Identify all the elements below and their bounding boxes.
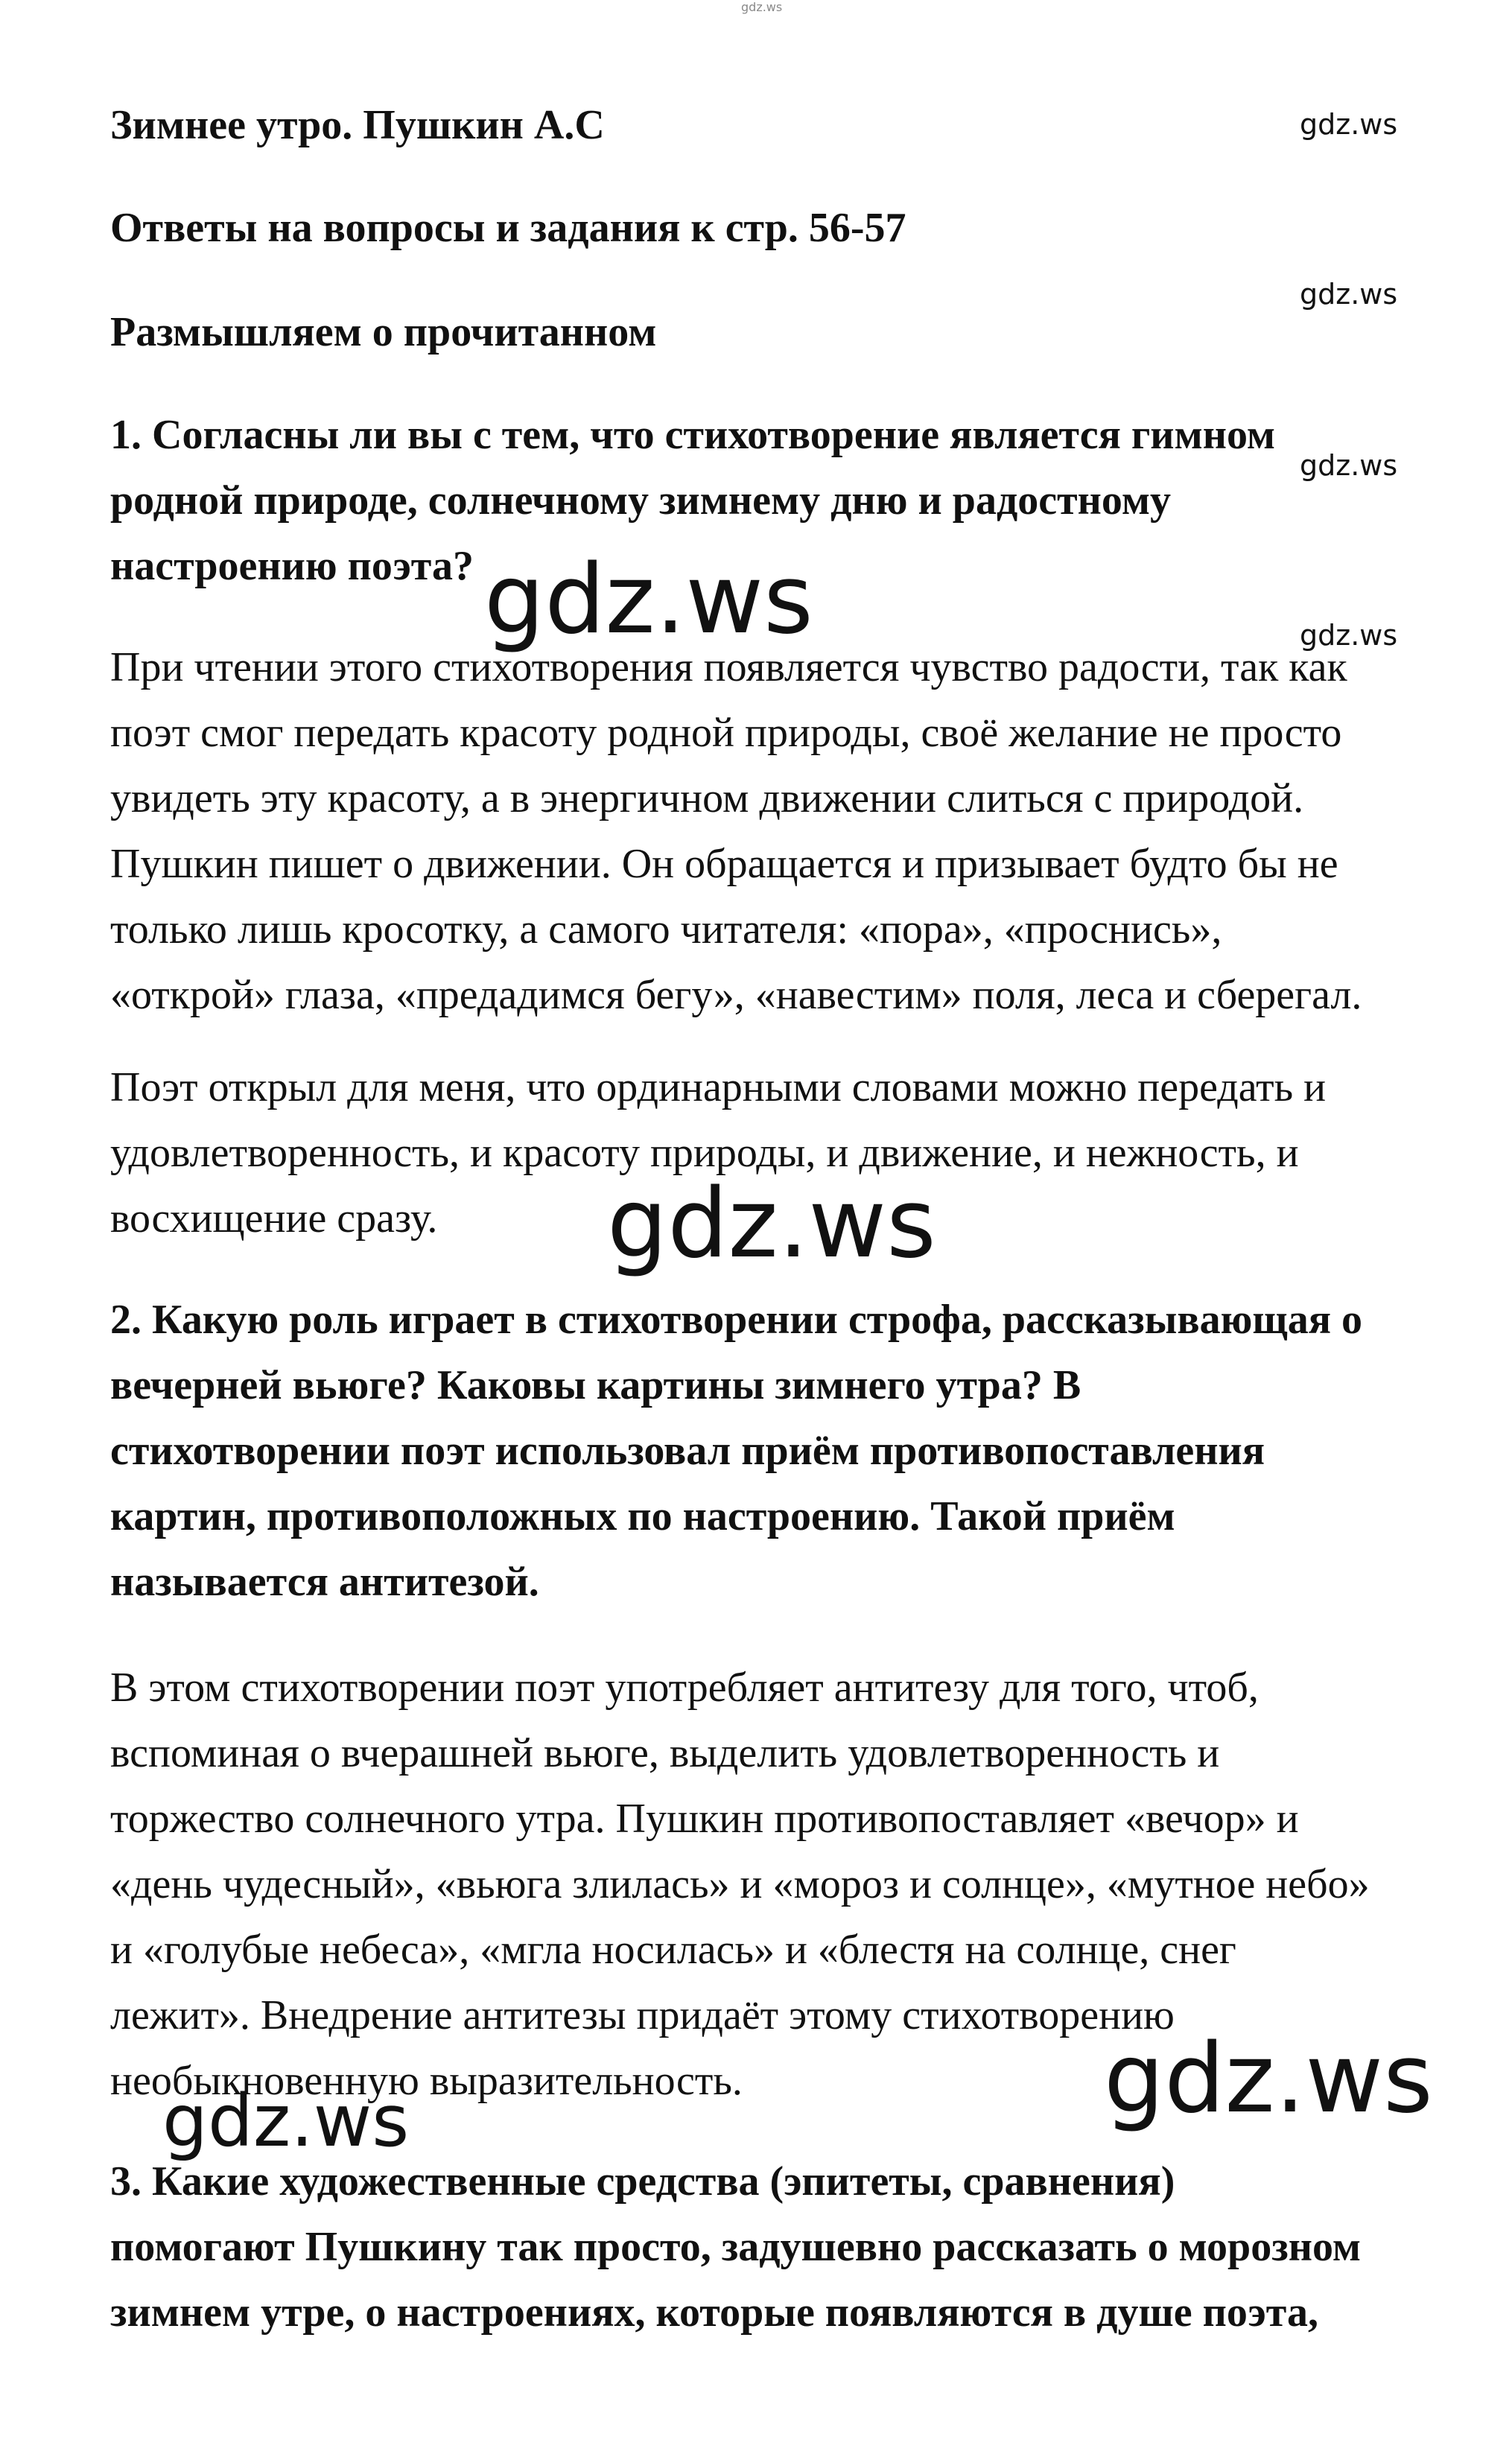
answer-2-line: и «голубые небеса», «мгла носилась» и «блестя на солнце, снег: [110, 1927, 1236, 1973]
question-1-line: родной природе, солнечному зимнему дню и радостному: [110, 477, 1171, 524]
answer-1-line: удовлетворенность, и красоту природы, и движение, и нежность, и: [110, 1130, 1299, 1176]
watermark-small: gdz.ws: [1300, 449, 1398, 482]
document-subtitle: Ответы на вопросы и задания к стр. 56-57: [110, 205, 906, 251]
question-2-line: 2. Какую роль играет в стихотворении строфа, рассказывающая о: [110, 1297, 1362, 1343]
question-3-line: зимнем утре, о настроениях, которые появляются в душе поэта,: [110, 2289, 1318, 2336]
answer-2-line: торжество солнечного утра. Пушкин противопоставляет «вечор» и: [110, 1796, 1299, 1842]
question-2-line: картин, противоположных по настроению. Такой приём: [110, 1493, 1175, 1539]
answer-1-line: «открой» глаза, «предадимся бегу», «навестим» поля, леса и сберегал.: [110, 972, 1362, 1018]
question-1-line: настроению поэта?: [110, 543, 474, 589]
answer-2-line: «день чудесный», «вьюга злилась» и «мороз и солнце», «мутное небо»: [110, 1861, 1370, 1907]
question-3-line: помогают Пушкину так просто, задушевно рассказать о морозном: [110, 2224, 1362, 2270]
answer-2-line: вспоминая о вчерашней вьюге, выделить удовлетворенность и: [110, 1730, 1220, 1776]
watermark-small: gdz.ws: [1300, 108, 1398, 141]
question-2-line: называется антитезой.: [110, 1559, 539, 1605]
answer-1-line: поэт смог передать красоту родной природы, своё желание не просто: [110, 710, 1342, 756]
question-3: [110, 2149, 1436, 2345]
watermark-large: gdz.ws: [1104, 2024, 1433, 2135]
answer-1-line: При чтении этого стихотворения появляется чувство радости, так как: [110, 644, 1347, 690]
document-title: Зимнее утро. Пушкин А.С: [110, 102, 605, 148]
question-2-line: стихотворении поэт использовал приём противопоставления: [110, 1428, 1265, 1474]
watermark-top: gdz.ws: [741, 0, 783, 14]
question-2-line: вечерней вьюге? Каковы картины зимнего утра? В: [110, 1362, 1081, 1408]
answer-2-line: необыкновенную выразительность.: [110, 2058, 743, 2104]
section-heading: Размышляем о прочитанном: [110, 309, 657, 355]
watermark-small: gdz.ws: [1300, 278, 1398, 311]
watermark-large: gdz.ws: [607, 1169, 936, 1280]
answer-1-line: увидеть эту красоту, а в энергичном движении слиться с природой.: [110, 775, 1304, 821]
answer-1-line: Поэт открыл для меня, что ординарными словами можно передать и: [110, 1064, 1327, 1110]
answer-1-line: только лишь кросотку, а самого читателя: «пора», «проснись»,: [110, 906, 1222, 953]
watermark-large: gdz.ws: [484, 544, 813, 655]
answer-1-line: Пушкин пишет о движении. Он обращается и призывает будто бы не: [110, 841, 1338, 887]
question-1-line: 1. Согласны ли вы с тем, что стихотворение является гимном: [110, 412, 1276, 458]
answer-2-line: лежит». Внедрение антитезы придаёт этому стихотворению: [110, 1992, 1175, 2038]
question-3-line: 3. Какие художественные средства (эпитеты, сравнения): [110, 2158, 1175, 2205]
answer-1-paragraph-1: [110, 635, 1436, 1028]
watermark-small: gdz.ws: [1300, 619, 1398, 652]
question-2: [110, 1287, 1436, 1615]
answer-1-line: восхищение сразу.: [110, 1195, 438, 1242]
watermark-medium: gdz.ws: [162, 2079, 410, 2163]
answer-2-line: В этом стихотворении поэт употребляет антитезу для того, чтоб,: [110, 1665, 1259, 1711]
